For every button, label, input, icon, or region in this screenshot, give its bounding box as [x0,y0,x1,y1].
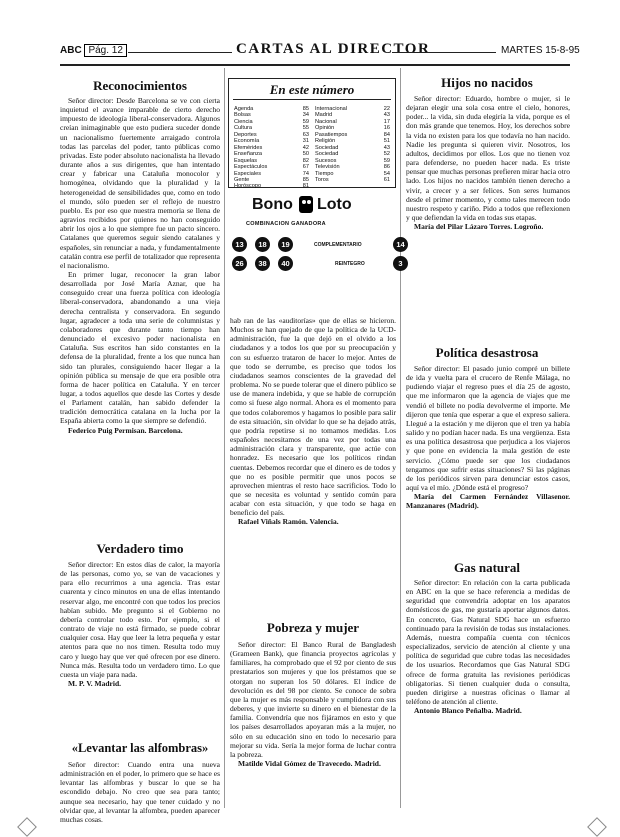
headline-levantar-alfombras: «Levantar las alfombras» [71,741,209,755]
paragraph: Señor director: El pasado junio compré un billete de ida y vuelta para el crucero de Renfe Málaga, no pudiendo viajar el regreso pues el día 25 de agosto, que me informaron que la agencia de viajes que me vendió el billete no podía devolverme el importe. Me dijeron que tenía que esperar a que el expreso saliera. Llegué a la estación y me dijeron que el tren ya había salido y no podían hacer nada. Es una vergüenza. Esta es una política desastrosa que perjudica a los viajeros y que pone en evidencia la mala gestión de este servicio. ¿Cómo puede ser que los ciudadanos tengamos que sufrir estas situaciones? Si las páginas de los periódicos sirven para denunciar estos casos, aquí va el mío. ¿Dónde está el progreso? [406,364,570,493]
index-entry-page: 43 [383,144,390,151]
header-rule-right [392,52,496,53]
index-box [228,78,396,188]
index-column-right [315,106,390,190]
header-rule-left [128,52,232,53]
index-entry-page: 85 [302,176,309,183]
index-entry-page: 59 [383,157,390,164]
index-entry-page: 67 [302,164,309,171]
index-entry-page: 31 [302,138,309,145]
letter-hijos-no-nacidos [406,94,570,334]
index-entry-label: Gente [234,176,250,183]
letter-verdadero-timo [60,560,220,734]
paragraph: Señor director: Eduardo, hombre o mujer, si le dejaran elegir una sola cosa entre el cielo, honores, poder... la vida, sin duda elegiría la vida, porque es el don más grande que tenemos. Hoy, los derechos sobre la vida no existen para los que todavía no han nacido. Nadie les pregunta si quieren vivir. Nosotros, los adultos, decidimos por ellos. Los que no tienen voz para defenderse, no pueden hacer nada. Es triste pensar que muchas personas prefieren mirar hacia otro lado. Los hijos no nacidos también tienen derecho a vivir, a crecer y a ser felices. Son seres humanos desde el primer momento, y como tales merecen todo nuestro respeto y cariño. Pido a todos que reflexionen y que defiendan la vida en todas sus etapas. [406,94,570,223]
index-entry-page: 82 [302,157,309,164]
index-entry-label: Especiales [234,170,262,177]
index-entry-label: Nacional [315,118,337,125]
index-entry-label: Tiempo [315,170,334,177]
complementario-label: COMPLEMENTARIO [314,242,362,248]
signature: Matilde Vidal Gómez de Travecedo. Madrid. [238,759,381,769]
index-entry-page: 42 [302,144,309,151]
index-entry-label: Cultura [234,125,253,132]
bonoloto-subtitle: COMBINACION GANADORA [246,221,326,227]
index-entry-page: 51 [383,138,390,145]
page-number: Pág. 12 [84,44,126,57]
header-underline [60,64,570,66]
index-entry-label: Horóscopo [234,183,262,190]
index-entry-label: Toros [315,176,329,183]
paragraph: Señor director: Cuando entra una nueva administración en el poder, lo primero que se hace es levantar las alfombras y buscar lo que se ha escondido debajo. No creo que sea para tanto; aunque sea necesario, hay que tener cuidado y no olvidar que, al levantar la alfombra, pueden aparecer muchas cosas. [60,760,220,824]
decorative-diamond-icon [587,817,607,837]
paragraph: Señor director: En estos días de calor, la mayoría de las personas, como yo, se van de vacaciones y para ello recurrimos a una agencia. Tras estar cuarenta y cinco minutos en una de ellas intentando reservar algo, me encontré con que todos los precios habían subido. Me pregunto si el Gobierno no debería controlar todo esto. Por ejemplo, si el contrato de viaje no está firmado, se puede cobrar cualquier cosa. Hay que leer la letra pequeña y estar atentos para que no nos timen. Resulta todo muy caro y luego hay que ver qué ofrecen por ese dinero. Nunca más. Resulta todo un verdadero timo. Lo que cuesta un viaje para nada. [60,560,220,679]
letter-levantar-alfombras [60,760,220,824]
headline-pobreza-y-mujer: Pobreza y mujer [266,620,360,635]
section-title: CARTAS AL DIRECTOR [236,41,431,57]
index-entry-label: Religión [315,138,336,145]
index-column-left [234,106,309,190]
index-entry-label: Deportes [234,131,257,138]
header-date: MARTES 15-8-95 [501,45,580,56]
index-entry-page: 85 [302,106,309,112]
index-entry-label: Esquelas [234,157,258,164]
index-entry-label: Pasatiempos [315,131,348,138]
index-entry-label: Opinión [315,125,335,132]
letter-middle-continuation [230,316,396,606]
reintegro-label: REINTEGRO [335,261,365,267]
column-rule-1 [224,68,225,808]
index-entry-label: Internacional [315,106,348,112]
letter-gas-natural [406,578,570,808]
headline-politica-desastrosa: Política desastrosa [435,345,539,360]
letter-pobreza-y-mujer [230,640,396,808]
index-entry-label: Espectáculos [234,164,268,171]
index-entry-label: Agenda [234,106,254,112]
index-entry-page: 17 [383,118,390,125]
index-entry-page: 34 [302,112,309,119]
signature: María del Carmen Fernández Villasenor. Manzanares (Madrid). [406,492,570,511]
index-title: En este número [269,82,355,97]
headline-verdadero-timo: Verdadero timo [96,541,184,556]
index-entry-label: Televisión [315,164,340,171]
index-entry-page: 55 [302,125,309,132]
index-entry-page: 59 [302,118,309,125]
index-rule [233,99,391,100]
index-entry-label: Sociedad [315,144,339,151]
index-entry-page: 63 [302,131,309,138]
bonoloto-ball: 19 [278,237,293,252]
index-entry-page: 50 [302,151,309,158]
letter-reconocimientos [60,96,220,514]
bonoloto-box [228,193,418,279]
index-entry-page: 61 [383,176,390,183]
index-entry-page: 54 [383,170,390,177]
bonoloto-word-2: Loto [317,196,352,213]
signature: Rafael Viñals Ramón. Valencia. [238,517,339,527]
paragraph: En primer lugar, reconocer la gran labor desarrollada por José María Aznar, que ha conseguido crear una fuerza política con ideología liberal-conservadora, abandonando a una vieja derecha centralista y conservadora. En segundo lugar, agradecer a toda una serie de columnistas y colaboradores que durante tanto tiempo han denunciado el excesivo poder nacionalista en Cataluña. Sus escritos han sido constantes en la defensa de la pluralidad, frente a los que nunca han sido tan plurales, consiguiendo hacer llegar a la opinión pública su mensaje de que era posible otra forma de hacer política en Cataluña. Y en tercer lugar, a todos aquellos que desde las Cortes y desde el Parlament catalán, han sabido defender la tradición democrática catalana en la lucha por la España abierta como la que siempre se defendió. [60,269,220,426]
index-entry-label: Efemérides [234,144,263,151]
bonoloto-logo-icon [299,196,313,213]
bonoloto-ball: 26 [232,256,247,271]
bonoloto-word-1: Bono [252,196,293,213]
bonoloto-ball: 18 [255,237,270,252]
index-entry-label: Enseñanza [234,151,262,158]
bonoloto-ball: 40 [278,256,293,271]
header-abc-label [60,45,127,56]
index-entry-page: 52 [383,151,390,158]
signature: Federico Puig Permisan. Barcelona. [68,425,183,435]
index-entry-label: Economía [234,138,260,145]
index-entry-label: Ciencia [234,118,253,125]
index-entry-page: 16 [383,125,390,132]
paragraph: Señor director: El Banco Rural de Bangladesh (Grameen Bank), que financia proyectos agrícolas y familiares, ha comprobado que el 92 por ciento de sus prestatarios son mujeres y que los préstamos que se otorgan no superan los 50 dólares. El índice de devolución es del 98 por ciento. Se conoce de sobra que la mujer es más responsable y cumplidora con sus deberes, y que invierte su dinero en el bienestar de la familia. Convendría que nos fijáramos en esto y que los países desarrollados apoyaran más a la mujer, no sólo en su educación sino en todo lo necesario para mejorar su vida. Sería la mejor forma de luchar contra la pobreza. [230,640,396,759]
index-entry-label: Bolsas [234,112,251,119]
index-entry [234,183,309,189]
reintegro-ball: 3 [393,256,408,271]
paragraph: hab ran de las «auditorías» que de ellas se hicieron. Muchos se han quejado de que la política de la UCD-administración, fue la que dejó en el olvido a los ciudadanos y a todos los que por su preocupación y con su esfuerzo trataron de hacer lo mejor. Antes de que todo se derrumbe, es preciso que todos los ciudadanos seamos conscientes de la gravedad del problema. No se puede tolerar que el dinero público se use de manera indebida, y que se hable de corrupción como si fuese algo normal. Ahora es el momento para que todos colaboremos y hagamos lo posible para salir de esta situación, sin olvidar lo que se ha dejado atrás, que podría repetirse si no tomamos medidas. Los españoles necesitamos de una vez por todas una administración clara y transparente, que actúe con honradez. Es necesario que los políticos rindan cuentas. Debemos recordar que el dinero es de todos y que no es posible permitir que unos pocos se aprovechen mientras el resto hace sacrificios. Todo lo que se necesita es voluntad y sentido común para acabar con esta situación, y que todo se haga en beneficio del país. [230,316,396,518]
index-entry-page: 86 [383,164,390,171]
index-entry [315,177,390,183]
headline-gas-natural: Gas natural [453,560,521,575]
abc-logo: ABC [60,45,82,56]
bonoloto-ball: 38 [255,256,270,271]
letter-politica-desastrosa [406,364,570,550]
decorative-diamond-icon [17,817,37,837]
bonoloto-ball: 13 [232,237,247,252]
signature: M. P. V. Madrid. [68,679,121,689]
signature: Antonio Blanco Peñalba. Madrid. [414,706,522,716]
signature: María del Pilar Lázaro Torres. Logroño. [414,222,544,232]
index-entry-page: 43 [383,112,390,119]
complementario-ball: 14 [393,237,408,252]
paragraph: Señor director: En relación con la carta publicada en ABC en la que se hace referencia a medidas de seguridad que convendría adoptar en los aparatos domésticos de gas, me gustaría aportar algunos datos. En concreto, Gas Natural SDG hace un esfuerzo continuado para la revisión de todas sus instalaciones. Además, nuestra compañía cuenta con técnicos especializados, servicio de atención al cliente y una política de seguridad que cubre todas las necesidades de los usuarios. Recordamos que Gas Natural SDG ofrece de forma gratuita las revisiones periódicas obligatorias. Si tienen cualquier duda o consulta, pueden dirigirse a nuestras oficinas o llamar al teléfono de atención al cliente. [406,578,570,707]
headline-reconocimientos: Reconocimientos [93,78,187,93]
column-rule-2 [400,68,401,808]
index-entry-page: 84 [383,131,390,138]
index-entry-label: Sucesos [315,157,337,164]
index-entry-page: 81 [302,183,309,190]
index-entry-page: 74 [302,170,309,177]
index-entry-label: Sociedad [315,151,339,158]
index-entry-page: 22 [383,106,390,112]
paragraph: Señor director: Desde Barcelona se ve con cierta inquietud el avance imparable de cierto derecho impuesto de ideología liberal-conservadora. Algunos creían inimaginable que esto pudiera suceder donde un nacionalismo fuertemente arraigado controla todas las parcelas del poder, tanto públicas como privadas. Este poder absoluto nacionalista ha llevado durante años a sus dirigentes, que han intentado crear y fabricar una Cataluña monocolor y homogénea, olvidando que la pluralidad y la heterogeneidad de sensibilidades que, como en todo el mundo, sólo pueden ser el reflejo de nuestro pueblo. Es por eso que nuestra memoria se llena de agravios recibidos por quienes no han conseguido abrir los ojos a lo que siempre fue un pacto sincero. Catalanes que queremos seguir siendo catalanes y españoles, sin renunciar a nada, y fundamentalmente catalán contra ese perfil de totalizador que representa el nacionalismo. [60,96,220,270]
index-entry-label: Madrid [315,112,333,119]
headline-hijos-no-nacidos: Hijos no nacidos [441,75,533,90]
